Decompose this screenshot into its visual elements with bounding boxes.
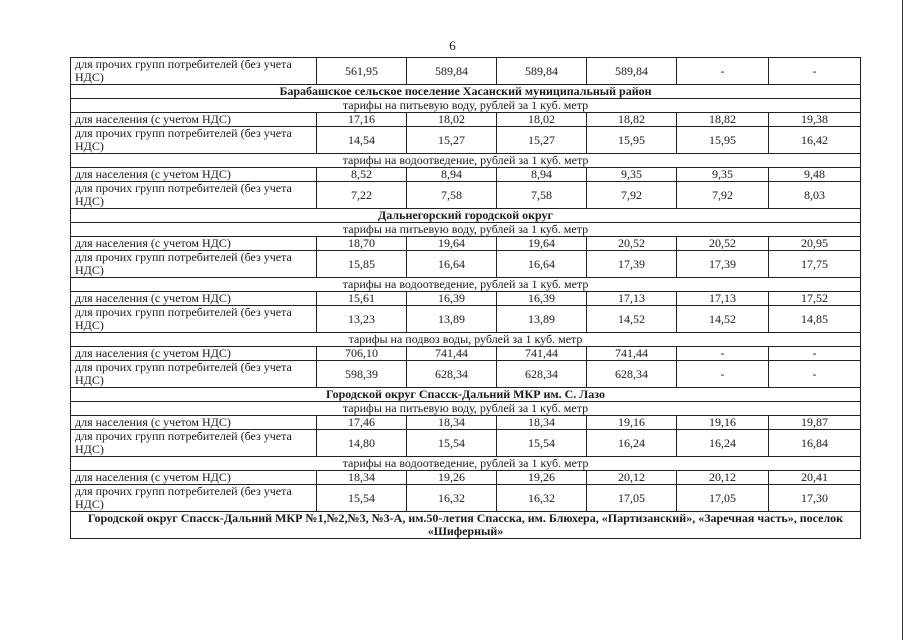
tariff-value-cell: 8,52: [317, 168, 407, 182]
tariff-value-cell: 18,02: [407, 113, 497, 127]
municipality-header-row: [71, 209, 861, 223]
tariff-value-cell: 20,52: [587, 237, 677, 251]
tariff-subheader: тарифы на питьевую воду, рублей за 1 куб. метр: [71, 402, 861, 416]
tariff-row: [71, 127, 861, 154]
tariff-subheader-row: [71, 154, 861, 168]
tariff-value-cell: 18,34: [317, 471, 407, 485]
tariff-row: [71, 292, 861, 306]
tariff-value-cell: 13,89: [407, 306, 497, 333]
tariff-value-cell: 20,41: [769, 471, 861, 485]
tariff-value-cell: 15,61: [317, 292, 407, 306]
tariff-value-cell: 7,22: [317, 182, 407, 209]
tariff-value-cell: 18,70: [317, 237, 407, 251]
tariff-value-cell: 7,92: [587, 182, 677, 209]
tariff-value-cell: 589,84: [587, 58, 677, 85]
tariff-value-cell: 18,34: [407, 416, 497, 430]
tariff-value-cell: 19,87: [769, 416, 861, 430]
tariff-value-cell: 16,42: [769, 127, 861, 154]
tariff-value-cell: 16,32: [407, 485, 497, 512]
tariff-value-cell: 19,64: [497, 237, 587, 251]
tariff-value-cell: 741,44: [407, 347, 497, 361]
tariff-value-cell: 15,95: [587, 127, 677, 154]
tariff-value-cell: 589,84: [407, 58, 497, 85]
tariff-subheader: тарифы на питьевую воду, рублей за 1 куб. метр: [71, 99, 861, 113]
tariff-value-cell: 19,26: [497, 471, 587, 485]
tariff-row: [71, 430, 861, 457]
tariff-row: [71, 113, 861, 127]
tariff-value-cell: 598,39: [317, 361, 407, 388]
tariff-value-cell: 15,27: [497, 127, 587, 154]
tariff-row: [71, 471, 861, 485]
tariff-subheader: тарифы на водоотведение, рублей за 1 куб. метр: [71, 457, 861, 471]
tariff-value-cell: 17,46: [317, 416, 407, 430]
consumer-group-label: для населения (с учетом НДС): [71, 237, 317, 251]
tariff-value-cell: 7,58: [407, 182, 497, 209]
tariff-value-cell: 17,13: [677, 292, 769, 306]
tariff-subheader-row: [71, 99, 861, 113]
tariff-value-cell: 14,85: [769, 306, 861, 333]
tariff-subheader: тарифы на питьевую воду, рублей за 1 куб. метр: [71, 223, 861, 237]
tariff-value-cell: 14,52: [677, 306, 769, 333]
consumer-group-label: для прочих групп потребителей (без учета НДС): [71, 485, 317, 512]
tariff-value-cell: 16,84: [769, 430, 861, 457]
tariff-value-cell: 15,95: [677, 127, 769, 154]
tariff-value-cell: 17,39: [587, 251, 677, 278]
consumer-group-label: для населения (с учетом НДС): [71, 113, 317, 127]
tariff-value-cell: 17,75: [769, 251, 861, 278]
tariff-value-cell: -: [677, 58, 769, 85]
tariff-row: [71, 237, 861, 251]
tariff-value-cell: 17,05: [677, 485, 769, 512]
tariff-value-cell: 16,24: [677, 430, 769, 457]
municipality-header: Городской округ Спасск-Дальний МКР им. С. Лазо: [71, 388, 861, 402]
tariff-value-cell: 16,64: [407, 251, 497, 278]
tariff-value-cell: 16,39: [407, 292, 497, 306]
tariff-value-cell: 13,89: [497, 306, 587, 333]
tariff-value-cell: 18,34: [497, 416, 587, 430]
tariff-row: [71, 361, 861, 388]
municipality-header-row: [71, 85, 861, 99]
tariff-subheader: тарифы на подвоз воды, рублей за 1 куб. метр: [71, 333, 861, 347]
tariff-value-cell: 14,54: [317, 127, 407, 154]
tariff-row: [71, 306, 861, 333]
consumer-group-label: для населения (с учетом НДС): [71, 347, 317, 361]
tariff-value-cell: 9,35: [587, 168, 677, 182]
tariff-value-cell: 18,82: [677, 113, 769, 127]
tariff-subheader-row: [71, 333, 861, 347]
tariff-value-cell: 15,85: [317, 251, 407, 278]
consumer-group-label: для населения (с учетом НДС): [71, 292, 317, 306]
tariff-subheader-row: [71, 278, 861, 292]
tariff-value-cell: -: [769, 347, 861, 361]
tariff-value-cell: 9,35: [677, 168, 769, 182]
tariff-row: [71, 168, 861, 182]
tariff-table: [70, 57, 861, 539]
tariff-value-cell: 20,95: [769, 237, 861, 251]
tariff-row: [71, 347, 861, 361]
tariff-value-cell: 561,95: [317, 58, 407, 85]
tariff-value-cell: 628,34: [497, 361, 587, 388]
tariff-row: [71, 182, 861, 209]
tariff-subheader-row: [71, 402, 861, 416]
tariff-value-cell: 7,58: [497, 182, 587, 209]
consumer-group-label: для прочих групп потребителей (без учета НДС): [71, 251, 317, 278]
tariff-value-cell: 15,54: [497, 430, 587, 457]
tariff-value-cell: 19,16: [677, 416, 769, 430]
tariff-value-cell: 19,38: [769, 113, 861, 127]
tariff-value-cell: 20,12: [587, 471, 677, 485]
municipality-header-row: [71, 512, 861, 539]
page-number: 6: [449, 38, 456, 53]
tariff-value-cell: 17,52: [769, 292, 861, 306]
consumer-group-label: для прочих групп потребителей (без учета НДС): [71, 430, 317, 457]
tariff-value-cell: 628,34: [407, 361, 497, 388]
consumer-group-label: для прочих групп потребителей (без учета НДС): [71, 182, 317, 209]
tariff-value-cell: 16,64: [497, 251, 587, 278]
tariff-value-cell: 8,94: [407, 168, 497, 182]
municipality-header: Барабашское сельское поселение Хасанский муниципальный район: [71, 85, 861, 99]
consumer-group-label: для прочих групп потребителей (без учета НДС): [71, 361, 317, 388]
tariff-value-cell: -: [769, 361, 861, 388]
scan-border: [902, 0, 903, 640]
tariff-value-cell: 741,44: [497, 347, 587, 361]
consumer-group-label: для населения (с учетом НДС): [71, 471, 317, 485]
tariff-value-cell: 7,92: [677, 182, 769, 209]
tariff-value-cell: 706,10: [317, 347, 407, 361]
tariff-value-cell: 16,24: [587, 430, 677, 457]
municipality-header: Дальнегорский городской округ: [71, 209, 861, 223]
tariff-value-cell: -: [677, 347, 769, 361]
tariff-value-cell: 20,52: [677, 237, 769, 251]
tariff-value-cell: 18,02: [497, 113, 587, 127]
tariff-value-cell: 15,54: [407, 430, 497, 457]
tariff-value-cell: 628,34: [587, 361, 677, 388]
tariff-value-cell: 15,27: [407, 127, 497, 154]
municipality-header-row: [71, 388, 861, 402]
tariff-value-cell: 14,80: [317, 430, 407, 457]
tariff-subheader-row: [71, 457, 861, 471]
tariff-value-cell: -: [677, 361, 769, 388]
tariff-value-cell: 15,54: [317, 485, 407, 512]
tariff-value-cell: 19,26: [407, 471, 497, 485]
tariff-value-cell: 17,16: [317, 113, 407, 127]
tariff-value-cell: 18,82: [587, 113, 677, 127]
tariff-value-cell: 9,48: [769, 168, 861, 182]
tariff-subheader: тарифы на водоотведение, рублей за 1 куб. метр: [71, 154, 861, 168]
tariff-row: [71, 485, 861, 512]
tariff-value-cell: 13,23: [317, 306, 407, 333]
tariff-value-cell: 20,12: [677, 471, 769, 485]
tariff-row: [71, 416, 861, 430]
consumer-group-label: для прочих групп потребителей (без учета НДС): [71, 127, 317, 154]
tariff-value-cell: 19,16: [587, 416, 677, 430]
tariff-value-cell: 589,84: [497, 58, 587, 85]
tariff-value-cell: 741,44: [587, 347, 677, 361]
tariff-value-cell: 8,03: [769, 182, 861, 209]
tariff-value-cell: 16,32: [497, 485, 587, 512]
tariff-subheader-row: [71, 223, 861, 237]
tariff-value-cell: 17,13: [587, 292, 677, 306]
tariff-value-cell: 17,05: [587, 485, 677, 512]
tariff-value-cell: 17,39: [677, 251, 769, 278]
tariff-row: [71, 58, 861, 85]
tariff-value-cell: 17,30: [769, 485, 861, 512]
tariff-row: [71, 251, 861, 278]
tariff-value-cell: 19,64: [407, 237, 497, 251]
consumer-group-label: для населения (с учетом НДС): [71, 168, 317, 182]
tariff-value-cell: 14,52: [587, 306, 677, 333]
tariff-value-cell: -: [769, 58, 861, 85]
consumer-group-label: для прочих групп потребителей (без учета НДС): [71, 58, 317, 85]
consumer-group-label: для прочих групп потребителей (без учета НДС): [71, 306, 317, 333]
consumer-group-label: для населения (с учетом НДС): [71, 416, 317, 430]
municipality-header: Городской округ Спасск-Дальний МКР №1,№2,№3, №3-А, им.50-летия Спасска, им. Блюхера, «Партизанский», «Заречная часть», поселок «Шиферный»: [71, 512, 861, 539]
tariff-value-cell: 8,94: [497, 168, 587, 182]
tariff-subheader: тарифы на водоотведение, рублей за 1 куб. метр: [71, 278, 861, 292]
tariff-value-cell: 16,39: [497, 292, 587, 306]
